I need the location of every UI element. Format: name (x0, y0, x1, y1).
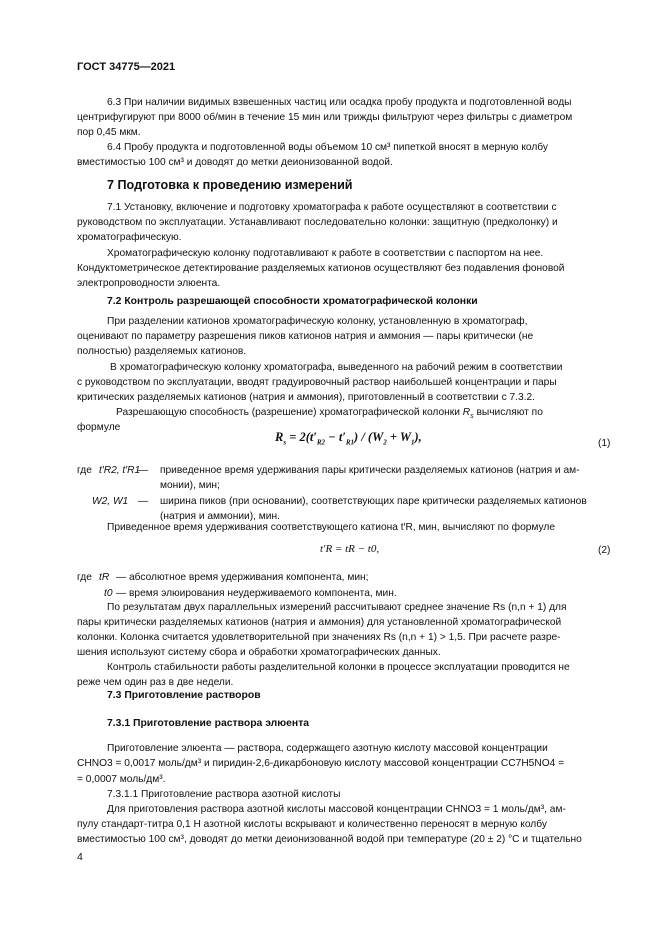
paragraph-7-2-c2: формуле (77, 422, 121, 433)
where2-text2: (натрия и аммонии), мин. (160, 511, 280, 522)
paragraph-7-3-1-p3: = 0,0007 моль/дм³. (77, 774, 166, 785)
where2-text1: ширина пиков (при основании), соответствующих паре критически разделяемых катионов (160, 496, 587, 507)
where3-text: — абсолютное время удерживания компонента, мин; (116, 572, 369, 583)
where1-text1: приведенное время удерживания пары критически разделяемых катионов (натрия и ам- (160, 465, 580, 476)
where1-lead: где (77, 465, 92, 476)
f1-w2: 2 (383, 438, 387, 447)
paragraph-7-2-c1 (116, 405, 543, 420)
paragraph-7-2-b3: критических разделяемых катионов (натрия и аммония), приготовленный в соответствии с 7.3.2. (77, 392, 535, 403)
where2-symbol: W2, W1 (92, 496, 129, 507)
paragraph-6-3-line1: 6.3 При наличии видимых взвешенных частиц или осадка пробу продукта и подготовленной воды (107, 97, 572, 108)
paragraph-7-2-a3: полностью) разделяемых катионов. (77, 346, 247, 357)
paragraph-7-3-1-1-q1: Для приготовления раствора азотной кислоты массовой концентрации CHNO3 = 1 моль/дм³, ам- (107, 804, 566, 815)
f1-plus: + W (386, 430, 411, 444)
c1-text: Разрешающую способность (разрешение) хроматографической колонки (116, 407, 460, 418)
paragraph-7-2-g1: Контроль стабильности работы разделительной колонки в процессе эксплуатации проводится не (107, 662, 570, 673)
formula-2-number: (2) (598, 545, 611, 556)
f1-div: ) / (W (354, 430, 384, 444)
section-7-title: 7 Подготовка к проведению измерений (107, 178, 353, 192)
paragraph-7-2-e3: колонки. Колонка считается удовлетворительной при значениях Rs (n,n + 1) > 1,5. При расчете разре- (77, 632, 561, 643)
paragraph-7-2-d1: Приведенное время удерживания соответствующего катиона t′R, мин, вычисляют по формуле (107, 522, 555, 533)
paragraph-column-line1: Хроматографическую колонку подготавливают к работе в соответствии с паспортом на нее. (107, 248, 544, 259)
f1-main: R (275, 430, 284, 444)
paragraph-7-3-1-1-q2: пулу стандарт-титра 0,1 Н азотной кислоты вскрывают и количественно переносят в мерную колбу (77, 819, 547, 830)
where1-symbol: t′R2, t′R1 (99, 465, 141, 476)
paragraph-7-2-e4: шения используют систему сбора и обработки хроматографических данных. (77, 647, 441, 658)
document-header: ГОСТ 34775—2021 (77, 61, 176, 73)
c1-subscript: s (470, 413, 474, 421)
f1-sub: s (283, 438, 287, 447)
paragraph-6-3-line3: пор 0,45 мкм. (77, 127, 141, 138)
where3-symbol: tR (99, 572, 110, 583)
paragraph-7-1-line2: руководством по эксплуатации. Устанавливают последовательно колонки: защитную (предколонку) и (77, 217, 558, 228)
f1-minus: − t′ (325, 430, 346, 444)
where2-dash: — (138, 496, 149, 507)
f1-rest: = 2(t′ (286, 430, 317, 444)
where1-dash: — (138, 465, 149, 476)
paragraph-7-2-e2: пары критически разделяемых катионов (натрия и аммония) для установленной хроматографической (77, 617, 562, 628)
paragraph-6-4-line2: вместимостью 100 см³ и доводят до метки деионизованной водой. (77, 157, 393, 168)
paragraph-column-line3: электропроводности элюента. (77, 278, 221, 289)
where3-lead: где (77, 572, 92, 583)
where4-text: — время элюирования неудерживаемого компонента, мин. (116, 588, 397, 599)
paragraph-7-2-g2: реже чем один раз в две недели. (77, 677, 234, 688)
where4-symbol: t0 (104, 588, 113, 599)
section-7-3-title: 7.3 Приготовление растворов (107, 690, 261, 701)
section-7-3-1-1-title: 7.3.1.1 Приготовление раствора азотной кислоты (107, 789, 341, 800)
f1-r1: R1 (345, 438, 355, 447)
paragraph-7-2-b2: с руководством по эксплуатации, вводят градуировочный раствор наибольшей концентрации и пары (77, 377, 557, 388)
paragraph-7-3-1-1-q3: вместимостью 100 см³, доводят до метки деионизованной водой при температуре (20 ± 2) °С и тщательно (77, 834, 582, 845)
paragraph-6-4-line1: 6.4 Пробу продукта и подготовленной воды объемом 10 см³ пипеткой вносят в мерную колбу (107, 142, 548, 153)
paragraph-column-line2: Кондуктометрическое детектирование разделяемых катионов осуществляют без подавления фоновой (77, 263, 565, 274)
paragraph-7-2-a2: оценивают по параметру разрешения пиков катионов натрия и аммония — пары критически (не (77, 331, 534, 342)
paragraph-7-2-b1: В хроматографическую колонку хроматографа, выведенного на рабочий режим в соответствии (110, 362, 563, 373)
paragraph-7-3-1-p1: Приготовление элюента — раствора, содержащего азотную кислоту массовой концентрации (107, 743, 548, 754)
formula-1-number: (1) (598, 438, 611, 449)
paragraph-7-3-1-p2: CHNO3 = 0,0017 моль/дм³ и пиридин-2,6-дикарбоновую кислоту массовой концентрации CC7H5NO4 = (77, 758, 565, 769)
f1-r2: R2 (316, 438, 326, 447)
paragraph-7-2-a1: При разделении катионов хроматографическую колонку, установленную в хроматограф, (107, 316, 528, 327)
paragraph-7-1-line3: хроматографическую. (77, 232, 182, 243)
where1-text2: монии), мин; (160, 480, 220, 491)
paragraph-7-2-e1: По результатам двух параллельных измерений рассчитывают среднее значение Rs (n,n + 1) для (107, 602, 567, 613)
formula-1 (275, 430, 422, 445)
c1-tail: вычисляют по (476, 407, 543, 418)
paragraph-7-1-line1: 7.1 Установку, включение и подготовку хроматографа к работе осуществляют в соответствии с (107, 202, 557, 213)
paragraph-6-3-line2: центрифугируют при 8000 об/мин в течение 15 мин или трижды фильтруют через фильтры с диаметром (77, 112, 573, 123)
section-7-3-1-title: 7.3.1 Приготовление раствора элюента (107, 718, 310, 729)
page-number: 4 (77, 851, 83, 863)
formula-2: t′R = tR − t0, (320, 543, 380, 555)
section-7-2-title: 7.2 Контроль разрешающей способности хроматографической колонки (107, 296, 478, 307)
f1-end: ), (414, 430, 422, 444)
c1-symbol: R (462, 407, 471, 418)
f1-w1: 1 (410, 438, 415, 447)
